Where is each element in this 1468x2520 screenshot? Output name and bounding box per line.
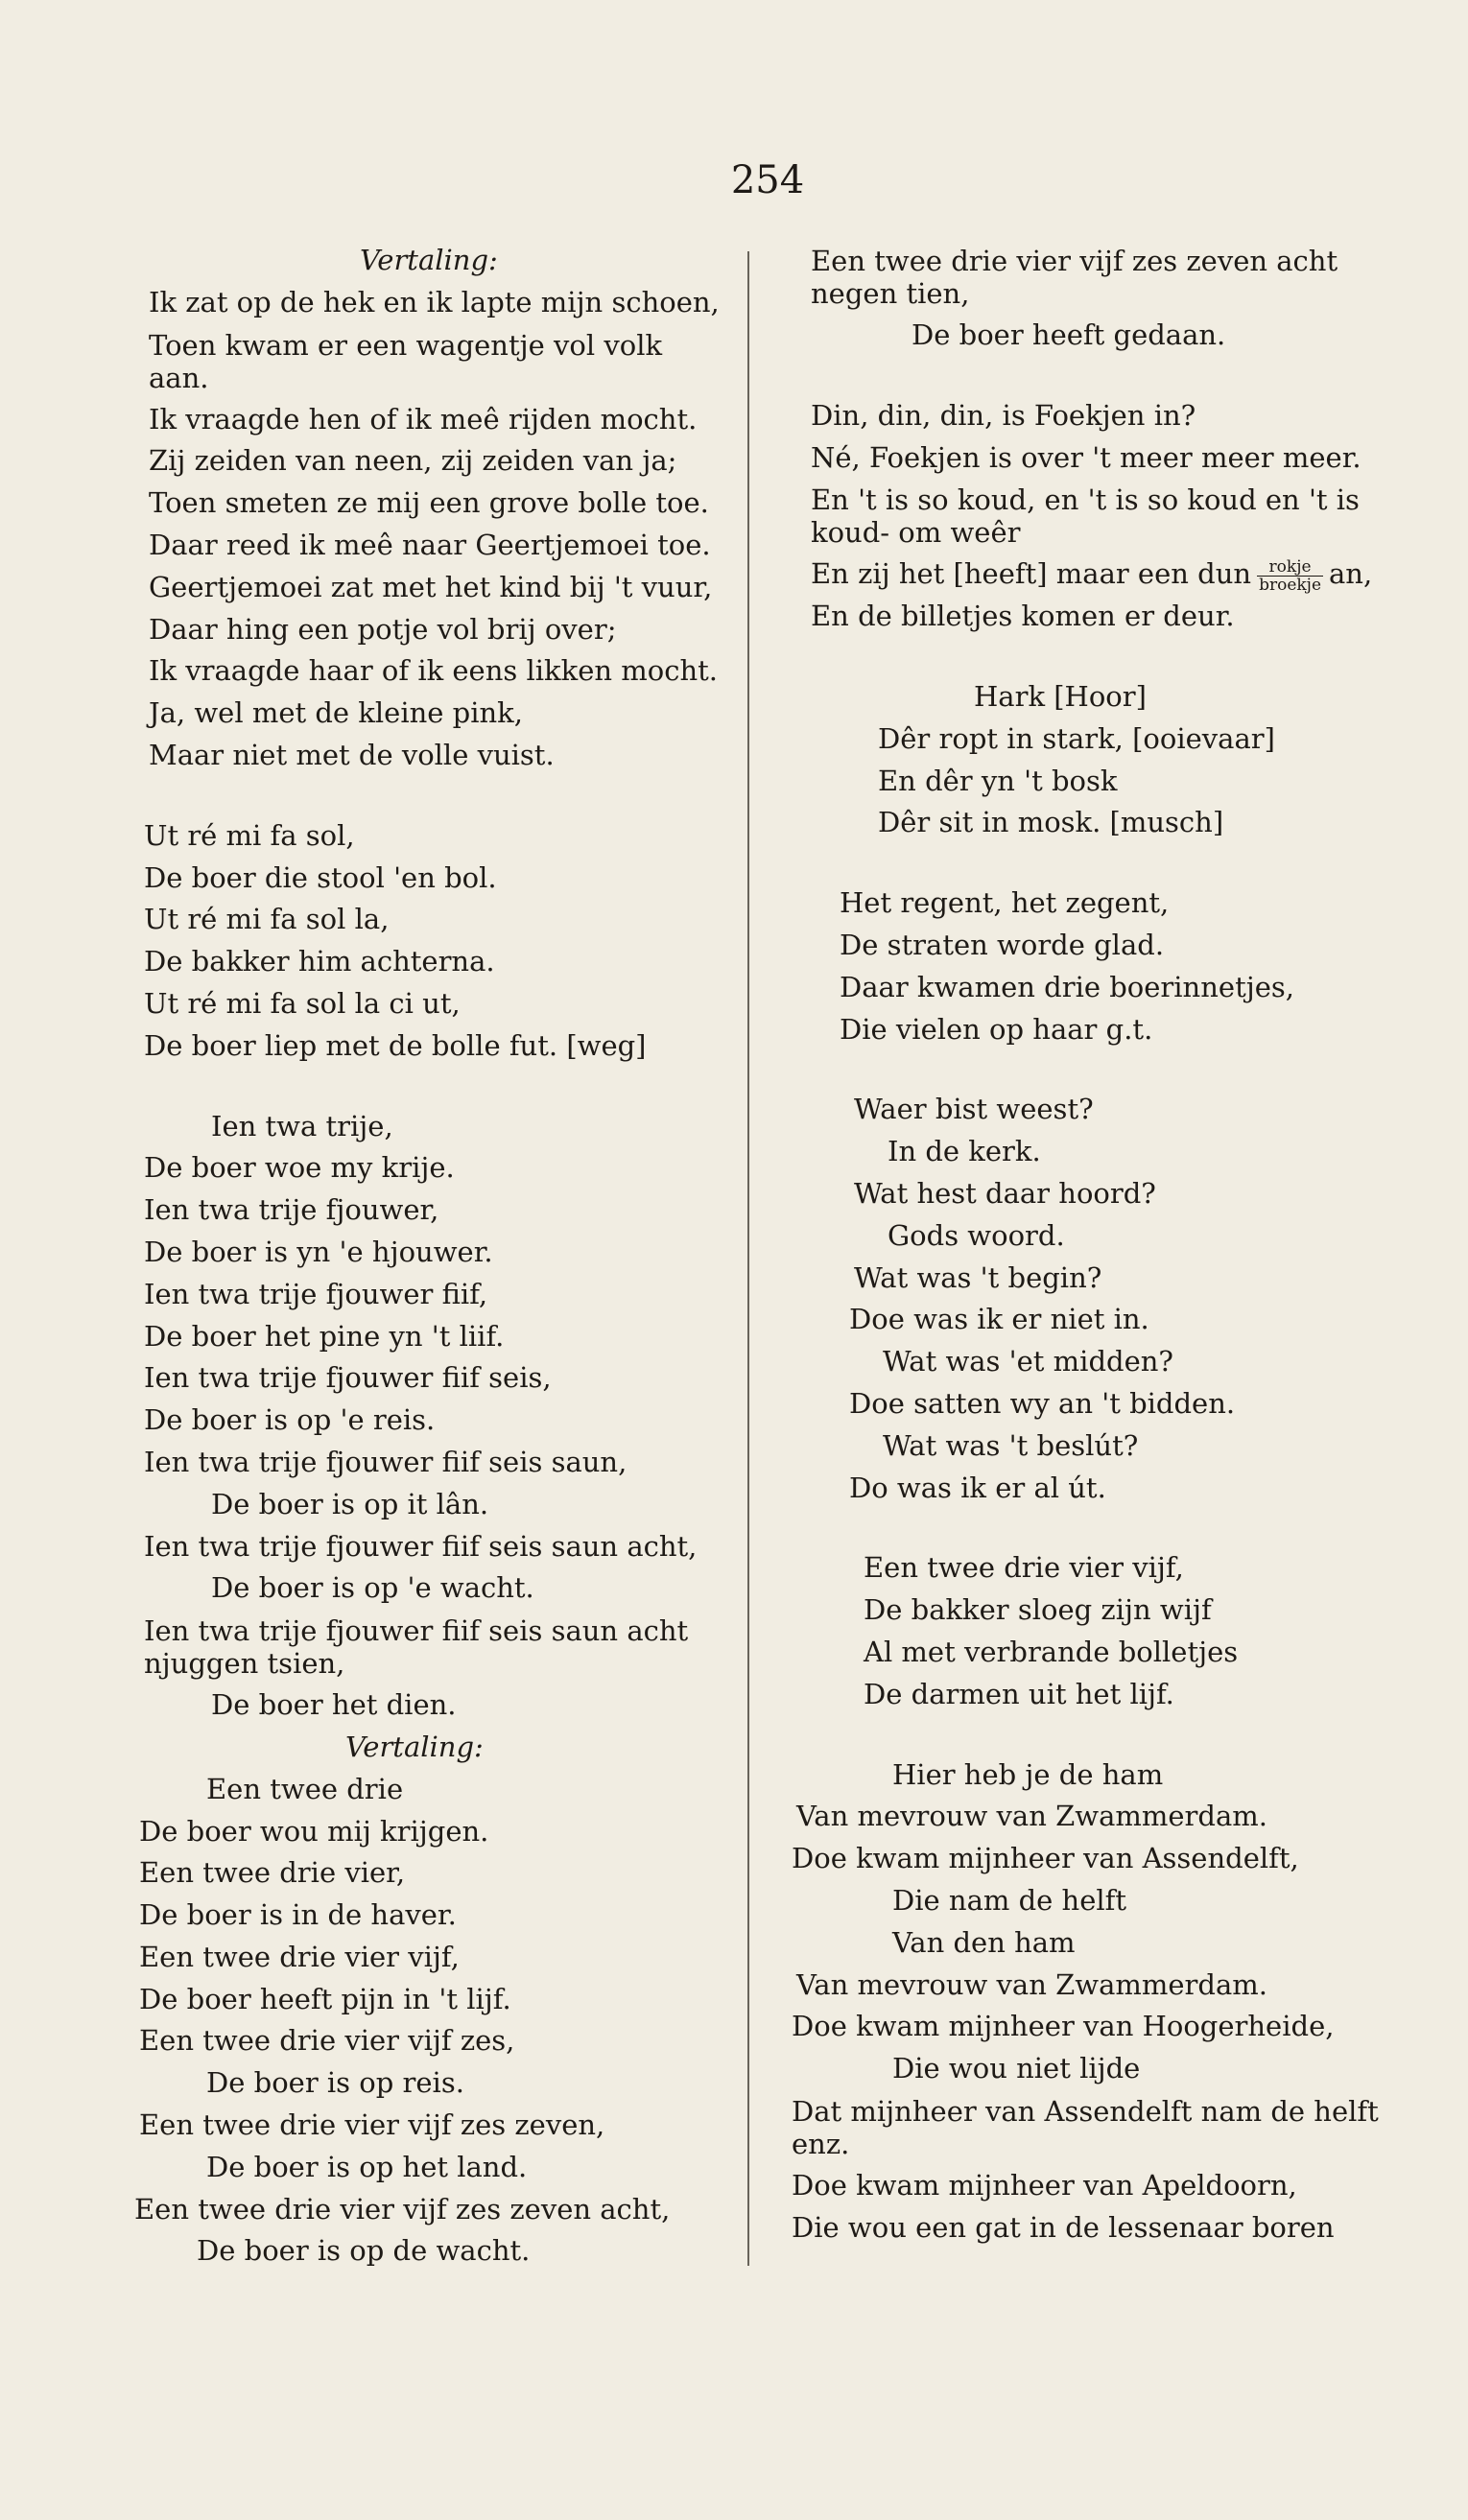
verse-text: Doe kwam mijnheer van Assendelft,	[792, 1842, 1299, 1875]
verse-line	[787, 2090, 1382, 2165]
verse-text: Gods woord.	[888, 1218, 1065, 1252]
verse-line	[134, 567, 729, 609]
verse-text: De boer woe my krije.	[144, 1151, 455, 1185]
verse-line	[787, 1258, 1382, 1300]
verse-text: De straten worde glad.	[840, 928, 1165, 961]
verse-text: Toen kwam er een wagentje vol volk aan.	[149, 328, 663, 394]
verse-line	[787, 1922, 1382, 1965]
verse-line	[134, 1567, 729, 1610]
stanza-gap	[787, 1509, 1382, 1547]
verse-line	[134, 2105, 729, 2147]
verse-text: Ut ré mi fa sol la,	[144, 903, 390, 936]
stanza-gap	[787, 1050, 1382, 1089]
verse-text: Wat was 'et midden?	[883, 1345, 1173, 1378]
verse-line	[134, 1852, 729, 1895]
verse-line	[787, 1299, 1382, 1341]
verse-text: Geertjemoei zat met het kind bij 't vuur,	[149, 570, 713, 603]
verse-text-after: an,	[1329, 557, 1373, 591]
right-column	[787, 240, 1382, 2249]
verse-text: De bakker sloeg zijn wijf	[864, 1593, 1212, 1627]
verse-line	[787, 1383, 1382, 1425]
verse-line	[134, 858, 729, 900]
verse-line	[134, 941, 729, 983]
verse-line	[787, 1755, 1382, 1797]
verse-text: Wat hest daar hoord?	[854, 1176, 1156, 1210]
verse-text: Ien twa trije fjouwer fiif seis saun,	[144, 1445, 627, 1478]
left-column	[134, 240, 729, 2273]
verse-line	[134, 399, 729, 441]
verse-line	[787, 2207, 1382, 2249]
verse-text: Een twee drie	[206, 1772, 404, 1805]
verse-line	[134, 899, 729, 941]
verse-text: Van den ham	[892, 1925, 1076, 1959]
stanza-gap	[134, 1068, 729, 1106]
verse-line	[787, 1009, 1382, 1051]
verse-line	[787, 1089, 1382, 1131]
stanza-gap	[134, 777, 729, 815]
fraction-bottom-word: broekje	[1259, 575, 1322, 595]
verse-line	[134, 693, 729, 735]
verse-text: De boer het dien.	[211, 1688, 457, 1722]
verse-text: De boer is op reis.	[206, 2066, 464, 2100]
verse-line	[134, 525, 729, 567]
verse-line	[787, 2006, 1382, 2048]
verse-line	[787, 761, 1382, 803]
verse-line	[787, 479, 1382, 553]
verse-line	[134, 1357, 729, 1400]
verse-text: Van mevrouw van Zwammerdam.	[796, 1800, 1267, 1833]
verse-line	[134, 1684, 729, 1727]
verse-line	[787, 802, 1382, 844]
verse-text: Toen smeten ze mij een grove bolle toe.	[149, 486, 709, 520]
verse-text: Né, Foekjen is over 't meer meer meer.	[811, 440, 1361, 474]
page-number: 254	[730, 158, 805, 202]
verse-line	[134, 1274, 729, 1316]
verse-text: Maar niet met de volle vuist.	[149, 738, 555, 771]
verse-line	[134, 1811, 729, 1853]
verse-line	[787, 1674, 1382, 1716]
verse-text: Een twee drie vier vijf zes zeven acht negen tien,	[811, 245, 1338, 310]
verse-text: Doe satten wy an 't bidden.	[849, 1386, 1236, 1420]
verse-text: Waer bist weest?	[854, 1093, 1094, 1126]
verse-line	[134, 440, 729, 483]
verse-line	[787, 437, 1382, 480]
verse-line	[134, 240, 729, 282]
verse-text: Ja, wel met de kleine pink,	[149, 696, 523, 730]
verse-line	[787, 1173, 1382, 1215]
verse-text: Dêr ropt in stark, [ooievaar]	[878, 721, 1275, 755]
verse-line	[787, 2165, 1382, 2207]
verse-text: De boer liep met de bolle fut. [weg]	[144, 1028, 647, 1062]
verse-text: Zij zeiden van neen, zij zeiden van ja;	[149, 444, 677, 478]
verse-text: Een twee drie vier vijf,	[139, 1940, 460, 1973]
verse-line	[787, 967, 1382, 1009]
verse-text: Een twee drie vier vijf zes zeven,	[139, 2108, 605, 2142]
verse-text: En 't is so koud, en 't is so koud en 't is koud- om weêr	[811, 483, 1360, 550]
verse-line	[787, 315, 1382, 357]
verse-text: Doe kwam mijnheer van Hoogerheide,	[792, 2010, 1335, 2043]
verse-line	[787, 1547, 1382, 1590]
verse-text: Wat was 't begin?	[854, 1260, 1102, 1294]
verse-text: Die nam de helft	[892, 1883, 1127, 1917]
verse-line	[787, 553, 1382, 596]
verse-text: Wat was 't beslút?	[883, 1428, 1139, 1462]
verse-line	[787, 1215, 1382, 1258]
verse-text: Een twee drie vier vijf zes,	[139, 2024, 515, 2058]
verse-text: Ik vraagde haar of ik eens likken mocht.	[149, 654, 718, 688]
verse-text: De boer die stool 'en bol.	[144, 860, 497, 894]
verse-line	[134, 1979, 729, 2021]
verse-text: Ut ré mi fa sol la ci ut,	[144, 986, 461, 1020]
verse-line	[134, 1769, 729, 1811]
verse-text: Het regent, het zegent,	[840, 886, 1170, 920]
verse-line	[134, 1189, 729, 1232]
verse-line	[134, 324, 729, 399]
verse-line	[134, 609, 729, 651]
verse-text: De darmen uit het lijf.	[864, 1677, 1174, 1710]
verse-text: Dêr sit in mosk. [musch]	[878, 806, 1224, 839]
verse-text: Al met verbrande bolletjes	[864, 1635, 1239, 1668]
verse-line	[134, 2230, 729, 2273]
verse-line	[787, 1880, 1382, 1922]
verse-text: De boer is op 'e wacht.	[211, 1571, 534, 1605]
verse-line	[787, 1131, 1382, 1173]
verse-text: De boer is in de haver.	[139, 1898, 457, 1932]
verse-text: De boer is op het land.	[206, 2150, 528, 2183]
verse-text: Doe kwam mijnheer van Apeldoorn,	[792, 2168, 1297, 2202]
verse-text: Ut ré mi fa sol,	[144, 818, 355, 852]
verse-line	[787, 1590, 1382, 1632]
verse-line	[134, 1937, 729, 1979]
verse-line	[134, 2147, 729, 2189]
verse-line	[787, 1838, 1382, 1880]
verse-line	[134, 2020, 729, 2062]
verse-text: De boer heeft pijn in 't lijf.	[139, 1982, 511, 2015]
verse-line	[787, 1425, 1382, 1468]
verse-text: Ik zat op de hek en ik lapte mijn schoen,	[149, 285, 720, 318]
verse-line	[787, 240, 1382, 315]
verse-line	[787, 395, 1382, 437]
verse-text: Die vielen op haar g.t.	[840, 1012, 1153, 1046]
verse-text: Daar reed ik meê naar Geertjemoei toe.	[149, 528, 711, 561]
verse-line	[787, 1468, 1382, 1510]
verse-line	[134, 1316, 729, 1358]
verse-line	[787, 596, 1382, 638]
verse-line	[787, 1632, 1382, 1674]
verse-text: De boer heeft gedaan.	[912, 318, 1226, 351]
verse-text: Ien twa trije fjouwer fiif,	[144, 1277, 488, 1310]
verse-line	[787, 718, 1382, 761]
stanza-gap	[787, 638, 1382, 676]
verse-text: Din, din, din, is Foekjen in?	[811, 398, 1196, 432]
verse-text: Vertaling:	[345, 1730, 484, 1763]
verse-line	[134, 815, 729, 858]
verse-text: Dat mijnheer van Assendelft nam de helft enz.	[792, 2094, 1379, 2160]
verse-line	[134, 1727, 729, 1769]
verse-text: Ien twa trije fjouwer fiif seis saun acht,	[144, 1529, 698, 1563]
verse-text: Daar kwamen drie boerinnetjes,	[840, 970, 1294, 1003]
verse-text: Die wou een gat in de lessenaar boren	[792, 2210, 1335, 2244]
stanza-gap	[787, 357, 1382, 395]
stanza-gap	[787, 844, 1382, 883]
verse-text: Ik vraagde hen of ik meê rijden mocht.	[149, 402, 698, 436]
verse-line	[134, 2189, 729, 2231]
verse-text: De boer het pine yn 't liif.	[144, 1319, 505, 1353]
fraction-top-word: rokje	[1257, 558, 1323, 577]
verse-text: Ien twa trije fjouwer fiif seis saun acht njuggen tsien,	[144, 1614, 689, 1681]
verse-text: De boer is op 'e reis.	[144, 1403, 436, 1437]
verse-text: En dêr yn 't bosk	[878, 764, 1118, 797]
stanza-gap	[787, 1716, 1382, 1755]
verse-text: De boer is yn 'e hjouwer.	[144, 1235, 493, 1268]
stacked-alternatives	[1257, 558, 1323, 594]
verse-line	[787, 883, 1382, 925]
verse-line	[134, 2062, 729, 2105]
verse-line	[134, 1025, 729, 1068]
verse-text: Do was ik er al út.	[849, 1471, 1106, 1504]
verse-line	[787, 1796, 1382, 1838]
verse-text: Ien twa trije fjouwer,	[144, 1193, 439, 1227]
verse-line	[134, 650, 729, 693]
verse-line	[134, 1895, 729, 1937]
verse-text: Ien twa trije fjouwer fiif seis,	[144, 1361, 552, 1395]
verse-line	[134, 1610, 729, 1684]
verse-line	[787, 676, 1382, 718]
verse-text: De bakker him achterna.	[144, 945, 495, 978]
verse-text: In de kerk.	[888, 1135, 1041, 1168]
verse-line	[134, 1400, 729, 1442]
verse-text: Daar hing een potje vol brij over;	[149, 612, 617, 646]
verse-line	[134, 282, 729, 324]
verse-text: De boer is op it lân.	[211, 1487, 489, 1520]
verse-line	[134, 1442, 729, 1484]
verse-text: En zij het [heeft] maar een dun	[811, 557, 1252, 591]
verse-line	[134, 983, 729, 1025]
column-divider	[747, 251, 749, 2266]
verse-line	[134, 1232, 729, 1274]
verse-line	[134, 1147, 729, 1189]
verse-text: Hark [Hoor]	[974, 679, 1147, 713]
verse-text: Een twee drie vier vijf,	[864, 1551, 1184, 1585]
verse-line	[134, 1106, 729, 1148]
verse-line	[134, 483, 729, 525]
verse-text: De boer wou mij krijgen.	[139, 1814, 489, 1848]
verse-text: Van mevrouw van Zwammerdam.	[796, 1967, 1267, 2001]
verse-line	[787, 1341, 1382, 1383]
verse-text: De boer is op de wacht.	[197, 2234, 531, 2268]
verse-text: Hier heb je de ham	[892, 1757, 1164, 1791]
verse-line	[787, 2048, 1382, 2090]
verse-line	[787, 1965, 1382, 2007]
verse-line	[134, 1526, 729, 1568]
verse-text: Vertaling:	[360, 244, 498, 276]
verse-text: Die wou niet lijde	[892, 2052, 1141, 2085]
verse-text: Een twee drie vier vijf zes zeven acht,	[134, 2192, 671, 2226]
verse-text: Doe was ik er niet in.	[849, 1303, 1149, 1336]
verse-text: En de billetjes komen er deur.	[811, 600, 1235, 633]
verse-text: Ien twa trije,	[211, 1109, 393, 1142]
verse-line	[134, 735, 729, 777]
verse-line	[134, 1484, 729, 1526]
verse-line	[787, 925, 1382, 967]
verse-text: Een twee drie vier,	[139, 1856, 406, 1890]
